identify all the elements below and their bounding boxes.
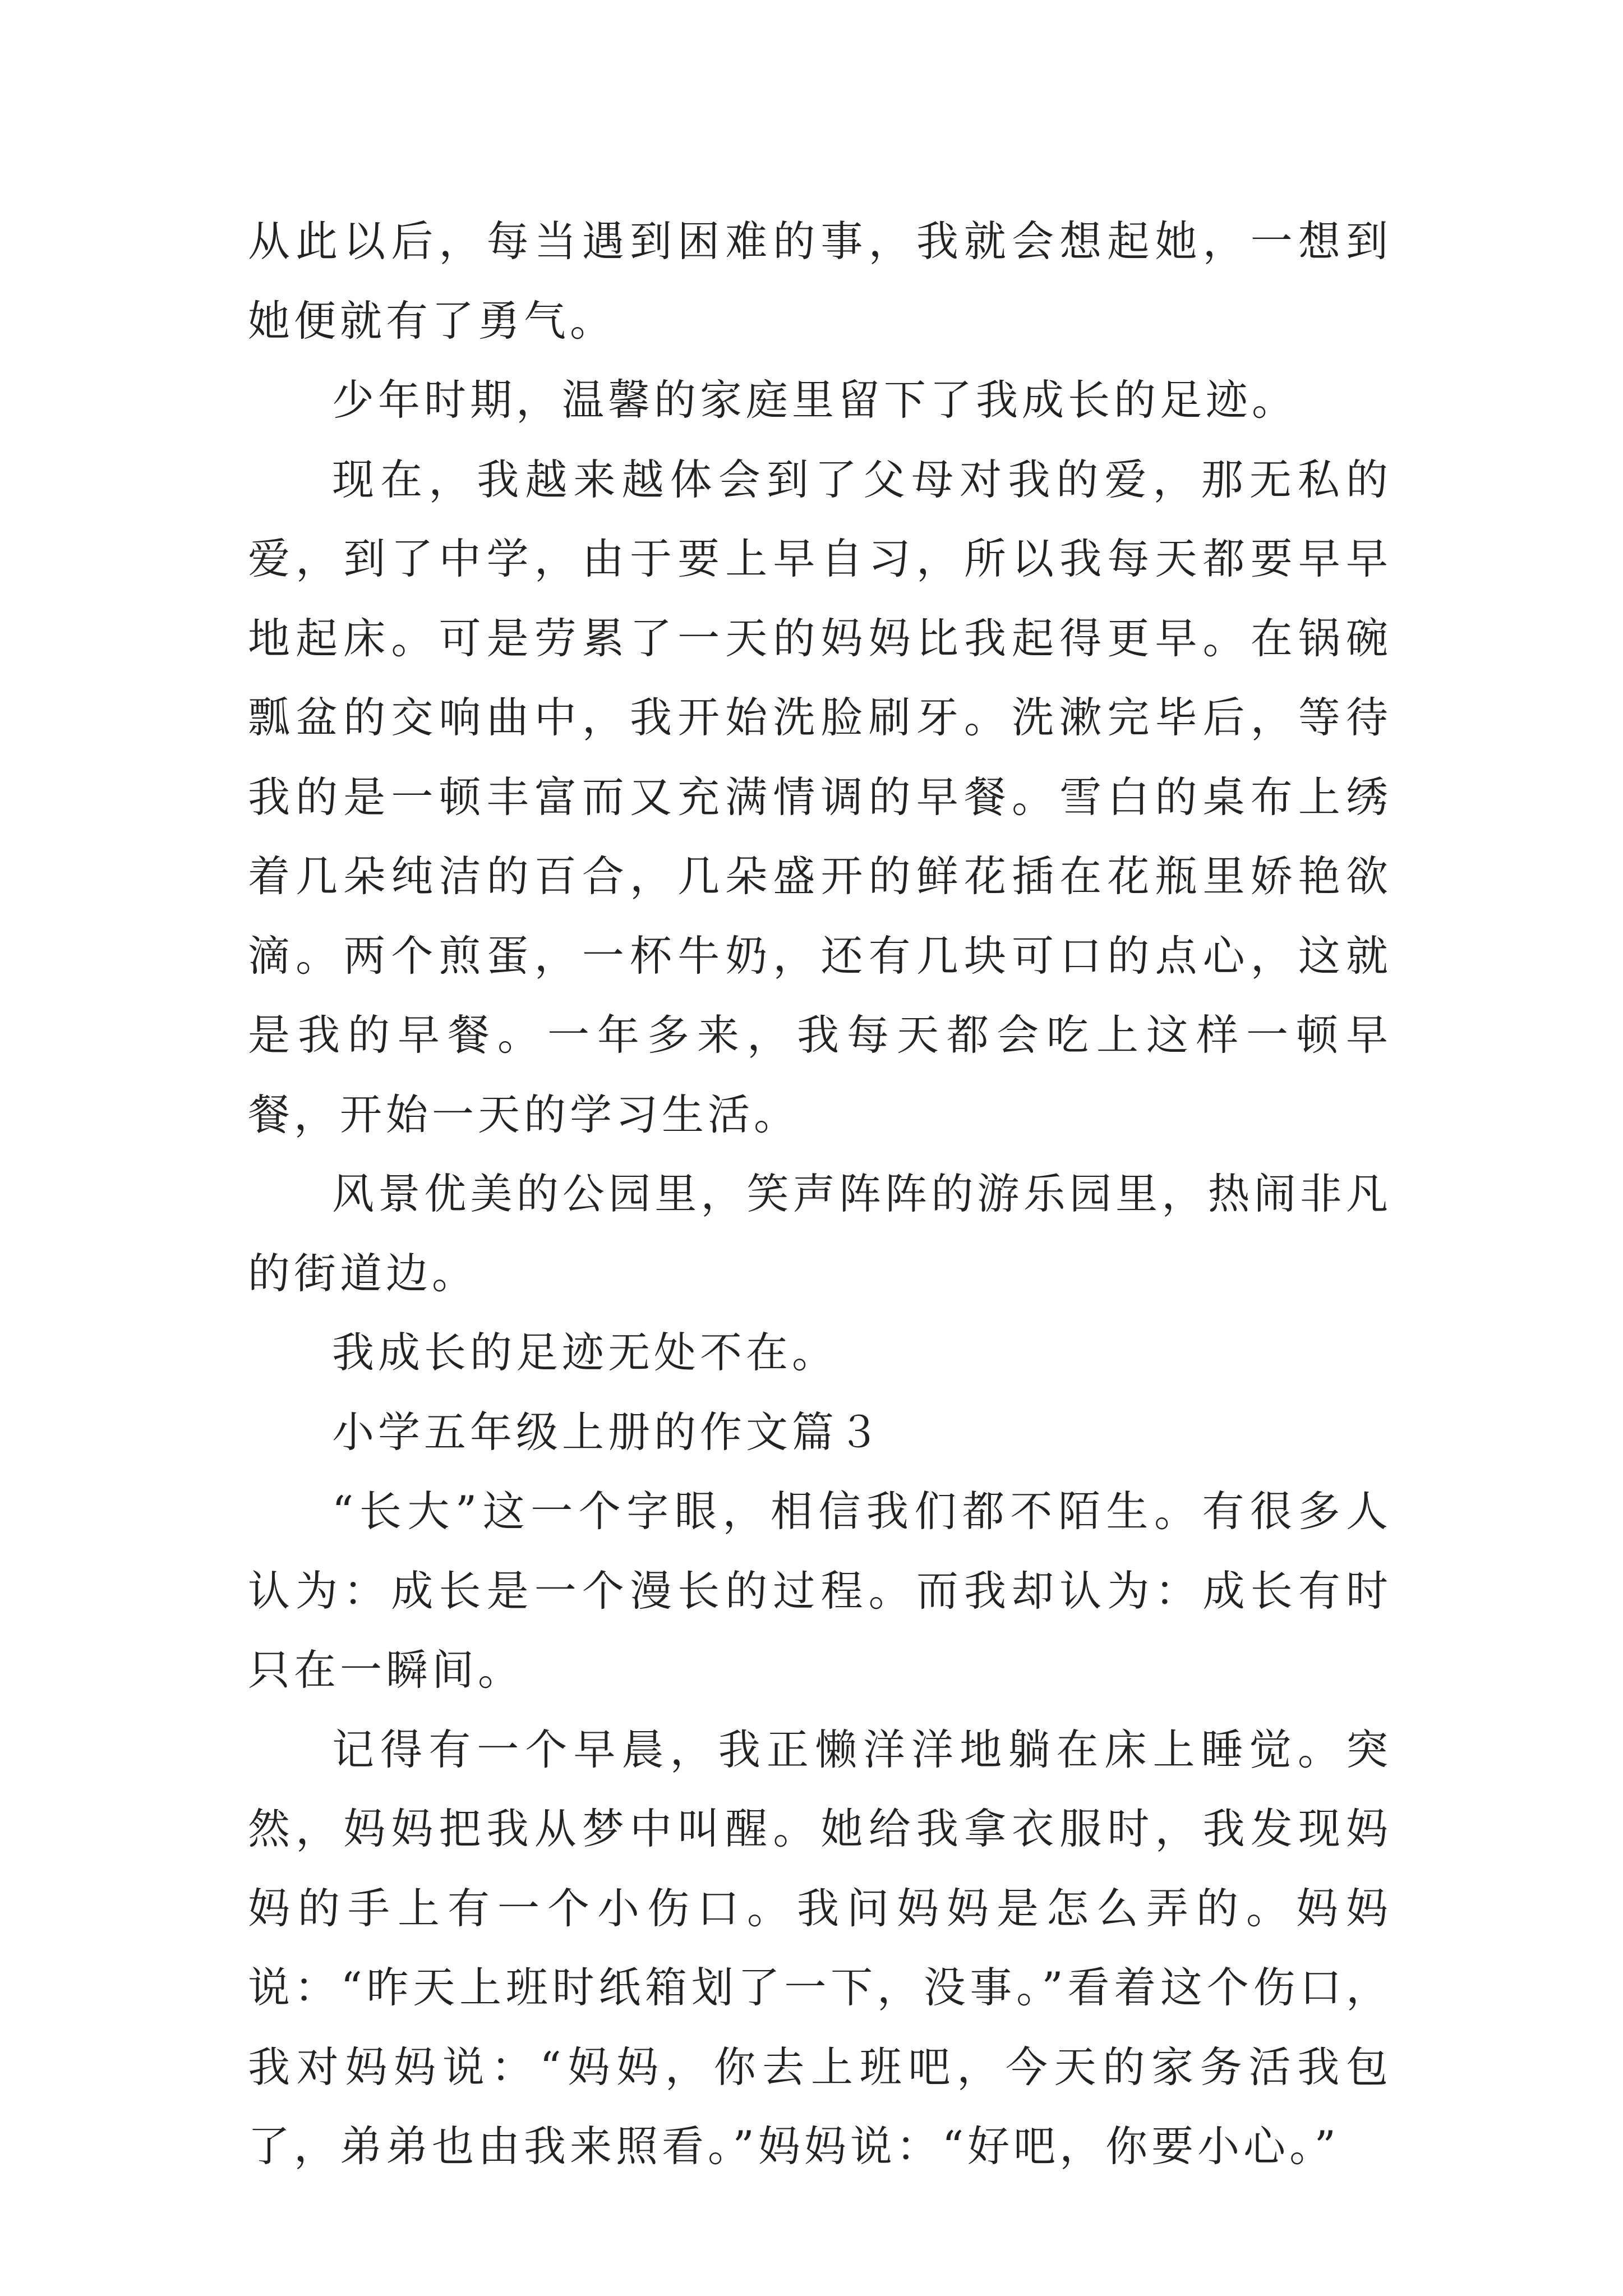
- essay-body: [248, 202, 1392, 2187]
- paragraph-places: 风景优美的公园里，笑声阵阵的游乐园里，热闹非凡的街道边。: [248, 1169, 1392, 1298]
- paragraph-breakfast: 现在，我越来越体会到了父母对我的爱，那无私的爱，到了中学，由于要上早自习，所以我每天都要早早地起床。可是劳累了一天的妈妈比我起得更早。在锅碗瓢盆的交响曲中，我开始洗脸刷牙。洗漱完毕后，等待我的是一顿丰富而又充满情调的早餐。雪白的桌布上绣着几朵纯洁的百合，几朵盛开的鲜花插在花瓶里娇艳欲滴。两个煎蛋，一杯牛奶，还有几块可口的点心，这就是我的早餐。一年多来，我每天都会吃上这样一顿早餐，开始一天的学习生活。: [248, 454, 1392, 1139]
- paragraph-continuation: 从此以后，每当遇到困难的事，我就会想起她，一想到她便就有了勇气。: [248, 217, 1392, 346]
- paragraph-growing-up: “长大”这一个字眼，相信我们都不陌生。有很多人认为：成长是一个漫长的过程。而我却认为：成长有时只在一瞬间。: [248, 1487, 1392, 1695]
- paragraph-morning: 记得有一个早晨，我正懒洋洋地躺在床上睡觉。突然，妈妈把我从梦中叫醒。她给我拿衣服时，我发现妈妈的手上有一个小伤口。我问妈妈是怎么弄的。妈妈说：“昨天上班时纸箱划了一下，没事。”看着这个伤口，我对妈妈说：“妈妈，你去上班吧，今天的家务活我包了，弟弟也由我来照看。”妈妈说：“好吧，你要小心。”: [248, 1724, 1392, 2171]
- paragraph-footprints: 我成长的足迹无处不在。: [332, 1328, 838, 1377]
- paragraph-youth: 少年时期，温馨的家庭里留下了我成长的足迹。: [332, 375, 1298, 425]
- essay-heading: 小学五年级上册的作文篇３: [332, 1407, 884, 1457]
